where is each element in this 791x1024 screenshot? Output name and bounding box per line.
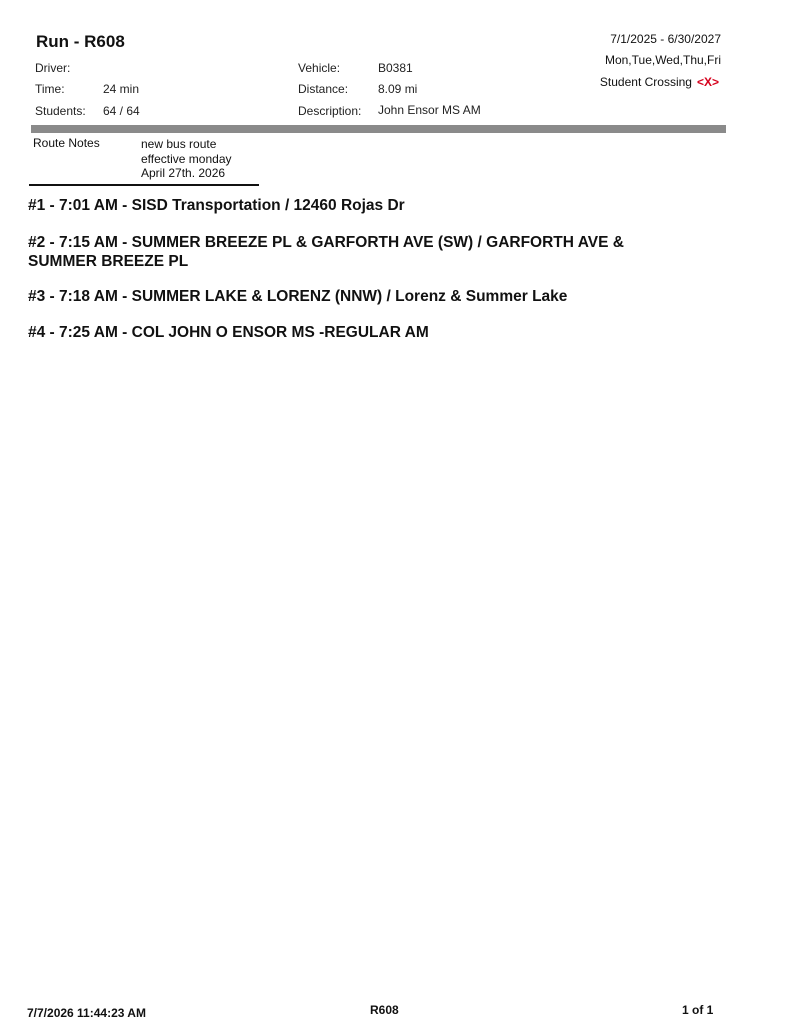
route-notes-label: Route Notes — [33, 136, 100, 150]
stop-item: #4 - 7:25 AM - COL JOHN O ENSOR MS -REGULAR AM — [28, 324, 429, 341]
page-title: Run - R608 — [36, 32, 125, 51]
description-label: Description: — [298, 104, 362, 118]
stop-item: #1 - 7:01 AM - SISD Transportation / 12460 Rojas Dr — [28, 197, 405, 214]
route-notes-line: new bus route — [141, 137, 217, 151]
distance-label: Distance: — [298, 82, 349, 96]
stop-item: #2 - 7:15 AM - SUMMER BREEZE PL & GARFORTH AVE (SW) / GARFORTH AVE & SUMMER BREEZE PL — [28, 234, 624, 270]
description-value: John Ensor MS AM — [378, 103, 481, 117]
students-value: 64 / 64 — [103, 104, 140, 118]
vehicle-value: B0381 — [378, 61, 413, 75]
date-range: 7/1/2025 - 6/30/2027 — [610, 32, 721, 46]
service-days: Mon,Tue,Wed,Thu,Fri — [604, 53, 721, 67]
route-notes-line: effective monday — [141, 151, 232, 166]
route-notes-divider — [29, 184, 259, 186]
students-label: Students: — [35, 104, 86, 118]
time-label: Time: — [35, 82, 65, 96]
route-notes-line: April 27th. 2026 — [141, 166, 226, 180]
driver-label: Driver: — [35, 61, 71, 75]
route-notes-text — [141, 137, 301, 181]
footer-printed-at: 7/7/2026 11:44:23 AM — [27, 1006, 146, 1020]
stop-item: #3 - 7:18 AM - SUMMER LAKE & LORENZ (NNW) / Lorenz & Summer Lake — [28, 288, 568, 305]
distance-value: 8.09 mi — [378, 82, 418, 96]
student-crossing-mark: <X> — [696, 75, 719, 89]
vehicle-label: Vehicle: — [298, 61, 341, 75]
footer-page-number: 1 of 1 — [682, 1003, 714, 1017]
footer-run-id: R608 — [370, 1003, 399, 1017]
time-value: 24 min — [103, 82, 140, 96]
header-divider-bar — [31, 125, 726, 133]
student-crossing — [600, 75, 719, 89]
student-crossing-label: Student Crossing — [599, 75, 692, 89]
